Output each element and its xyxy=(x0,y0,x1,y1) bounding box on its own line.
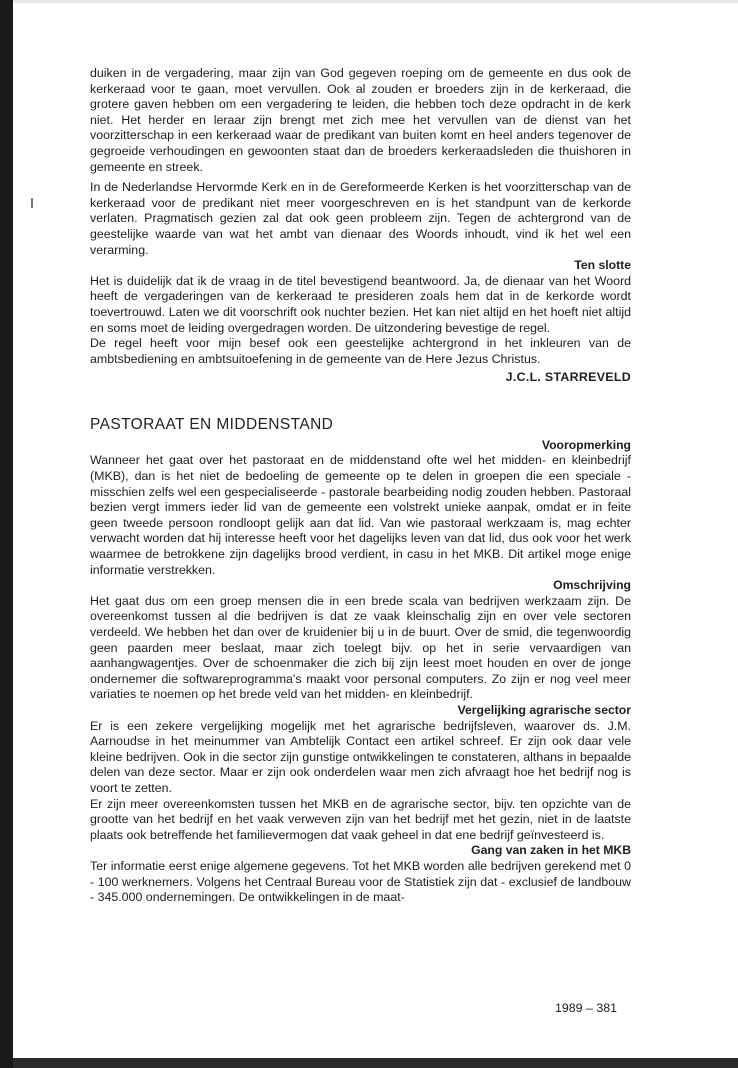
scan-bottom-edge xyxy=(13,1058,738,1068)
author-signature: J.C.L. STARREVELD xyxy=(505,370,631,385)
intro-paragraph-1: duiken in de vergadering, maar zijn van God gegeven roeping om de gemeente en dus ook de kerkeraad voor te gaan, moet vervullen. Ook al zouden er broeders zijn in de kerkeraad, die grotere gaven hebben om een vergadering te leiden, die hebben toch deze opdracht in de kerk niet. Het herder en leraar zijn brengt met zich mee het vervullen van de dienst van het voorzitterschap in een kerkeraad waar de predikant van buiten komt en heel anders tegenover de gegroeide verhoudingen en gewoonten staat dan de broeders kerkeraadsleden die thuishoren in gemeente en streek. xyxy=(90,66,631,174)
section-paragraph: Er is een zekere vergelijking mogelijk met het agrarische bedrijfsleven, waarover ds. J.M. Aarnoudse in het meinummer van Ambtelijk Contact een artikel schreef. Er zijn ook daar vele kleine bedrijven. Ook in die sector zijn gunstige ontwikkelingen te constateren, althans in bepaalde delen van deze sector. Maar er zijn ook onderdelen waar men zich afvraagt hoe het bedrijf nog is voort te zetten. xyxy=(90,718,631,795)
ten-slotte-paragraph-2: De regel heeft voor mijn besef ook een geestelijke achtergrond in het inkleuren van de ambtsbediening en ambtsuitoefening in de gemeente van de Here Jezus Christus. xyxy=(90,336,631,366)
intro-paragraph-2: In de Nederlandse Hervormde Kerk en in de Gereformeerde Kerken is het voorzitterschap van de kerkeraad voor de predikant niet meer voorgeschreven en is het standpunt van de kerkorde verlaten. Pragmatisch gezien zal dat ook geen probleem zijn. Tegen de achtergrond van de geestelijke waarde van wat het ambt van dienaar des Woords inhoudt, vind ik het wel een verarming. xyxy=(90,180,631,257)
section-paragraph: Er zijn meer overeenkomsten tussen het MKB en de agrarische sector, bijv. ten opzichte van de grootte van het bedrijf en het vaak verweven zijn van het bedrijf met het gezin, niet in de laatste plaats ook betreffende het familievermogen dat vaak geheel in dat ene bedrijf geïnvesteerd is. xyxy=(90,796,631,842)
section-heading: Omschrijving xyxy=(553,578,631,593)
page-number: 1989 – 381 xyxy=(555,1001,618,1015)
ten-slotte-heading: Ten slotte xyxy=(574,258,631,273)
margin-mark xyxy=(31,198,33,208)
article-title: PASTORAAT EN MIDDENSTAND xyxy=(90,415,334,433)
section-heading: Vooropmerking xyxy=(541,437,631,452)
page-body xyxy=(90,66,631,906)
section-heading: Gang van zaken in het MKB xyxy=(471,843,631,858)
scan-left-edge xyxy=(0,0,13,1068)
section-paragraph: Het gaat dus om een groep mensen die in een brede scala van bedrijven werkzaam zijn. De overeenkomst tussen al die bedrijven is dat ze vaak kleinschalig zijn en over vele sectoren verdeeld. We hebben het dan over de kruidenier bij u in de buurt. Over de smid, die tegenwoordig geen paarden meer beslaat, maar zich toelegt bijv. op het in serie vervaardigen van aanhangwagentjes. Over de schoenmaker die zich bij zijn leest moet houden en over de jonge ondernemer die softwareprogramma's maakt voor personal computers. Zo zijn er nog veel meer variaties te noemen op het brede veld van het midden- en kleinbedrijf. xyxy=(90,593,631,702)
section-paragraph: Wanneer het gaat over het pastoraat en de middenstand ofte wel het midden- en kleinbedrijf (MKB), dan is het niet de bedoeling de gemeente op te delen in groepen die een speciale - misschien zelfs wel een gespecialiseerde - pastorale bearbeiding nodig zouden hebben. Pastoraal bezien vergt immers ieder lid van de gemeente een volstrekt unieke aanpak, omdat er in feite geen tweede persoon rondloopt gelijk aan dat lid. Van wie pastoraal werkzaam is, mag echter verwacht worden dat hij interesse heeft voor het dagelijks leven van dat lid, dus ook voor het werk waarmee de betrokkene zijn dagelijks brood verdient, in casu in het MKB. Dit artikel moge enige informatie verstrekken. xyxy=(90,453,631,577)
scan-top-edge xyxy=(13,0,738,3)
section-heading: Vergelijking agrarische sector xyxy=(457,702,631,717)
section-paragraph: Ter informatie eerst enige algemene gegevens. Tot het MKB worden alle bedrijven gerekend met 0 - 100 werknemers. Volgens het Centraal Bureau voor de Statistiek zijn dat - exclusief de landbouw - 345.000 ondernemingen. De ontwikkelingen in de maat- xyxy=(90,858,631,905)
ten-slotte-paragraph-1: Het is duidelijk dat ik de vraag in de titel bevestigend beantwoord. Ja, de dienaar van het Woord heeft de vergaderingen van de kerkeraad te presideren zoals hem dat in de kerkorde wordt toevertrouwd. Laten we dit voorschrift ook nuchter bezien. Het kan niet altijd en het hoeft niet altijd en soms moet de leiding overgedragen worden. De uitzondering bevestige de regel. xyxy=(90,273,631,335)
